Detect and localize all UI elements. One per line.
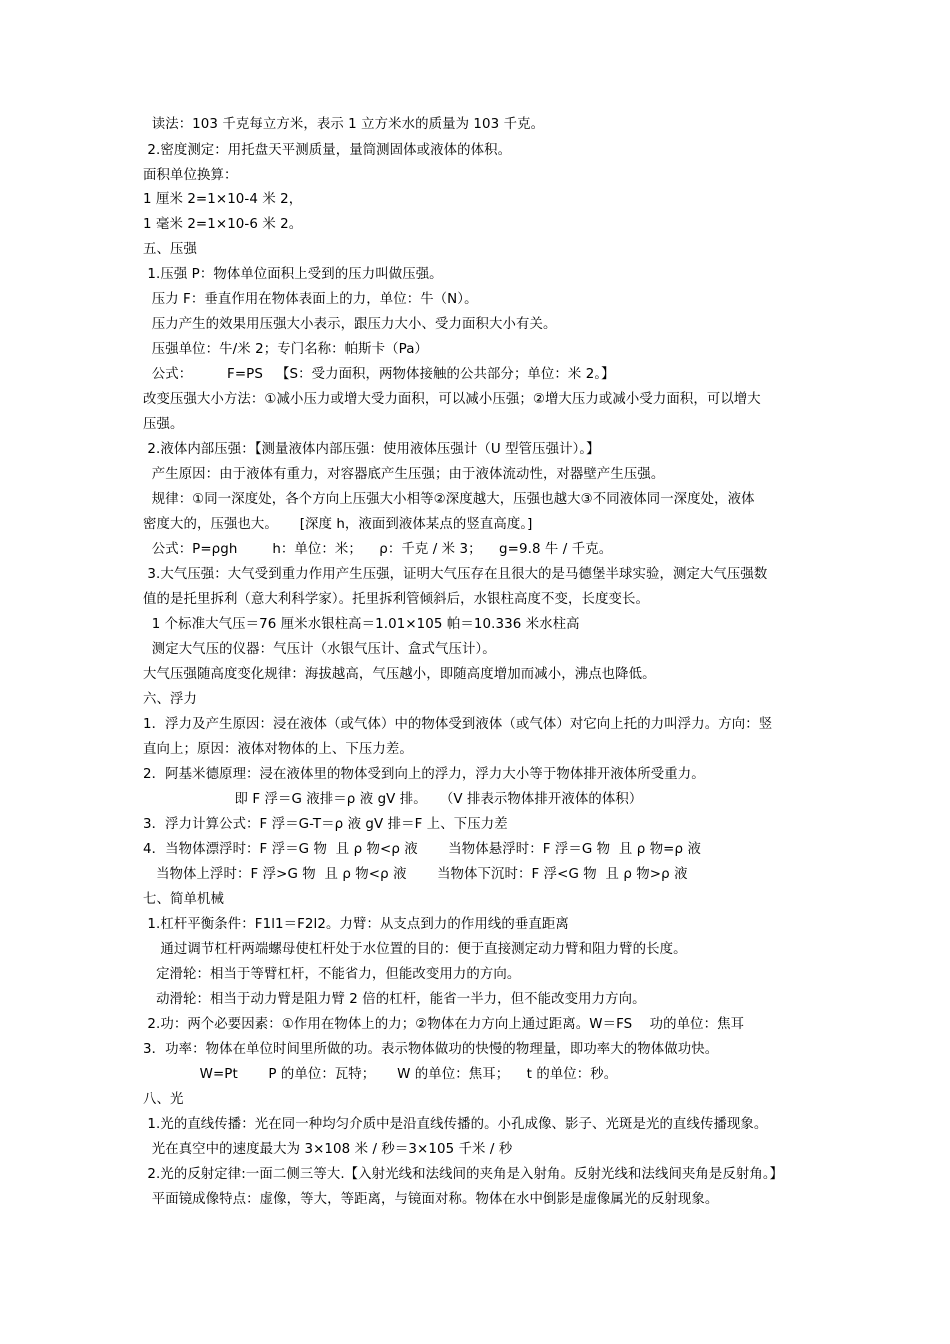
text-line: 直向上；原因：液体对物体的上、下压力差。 bbox=[143, 742, 413, 757]
formula-line: 即 F 浮＝G 液排＝ρ 液 gV 排。 （V 排表示物体排开液体的体积） bbox=[143, 792, 643, 807]
text-line: 读法：103 千克每立方米，表示 1 立方米水的质量为 103 千克。 bbox=[143, 117, 545, 132]
text-line: 2.功：两个必要因素：①作用在物体上的力；②物体在力方向上通过距离。W＝FS 功的单位：焦耳 bbox=[143, 1017, 745, 1032]
text-line: 2．阿基米德原理：浸在液体里的物体受到向上的浮力，浮力大小等于物体排开液体所受重力。 bbox=[143, 767, 705, 782]
formula-line: W=Pt P 的单位：瓦特； W 的单位：焦耳； t 的单位：秒。 bbox=[143, 1067, 618, 1082]
formula-line: 3．浮力计算公式：F 浮＝G-T＝ρ 液 gV 排＝F 上、下压力差 bbox=[143, 817, 508, 832]
text-line: 1 个标准大气压＝76 厘米水银柱高＝1.01×105 帕＝10.336 米水柱高 bbox=[143, 617, 580, 632]
text-line: 1．浮力及产生原因：浸在液体（或气体）中的物体受到液体（或气体）对它向上托的力叫浮力。方向：竖 bbox=[143, 717, 773, 732]
formula-line: 公式：P=ρgh h：单位：米； ρ：千克 / 米 3； g=9.8 牛 / 千克。 bbox=[143, 542, 613, 557]
text-line: 2.密度测定：用托盘天平测质量，量筒测固体或液体的体积。 bbox=[143, 143, 512, 158]
text-line: 规律：①同一深度处，各个方向上压强大小相等②深度越大，压强也越大③不同液体同一深度处，液体 bbox=[143, 492, 755, 507]
text-line: 面积单位换算： bbox=[143, 168, 238, 183]
section-heading: 五、压强 bbox=[143, 242, 197, 257]
text-line: 动滑轮：相当于动力臂是阻力臂 2 倍的杠杆，能省一半力，但不能改变用力方向。 bbox=[143, 992, 646, 1007]
text-line: 通过调节杠杆两端螺母使杠杆处于水位置的目的：便于直接测定动力臂和阻力臂的长度。 bbox=[143, 942, 687, 957]
text-line: 密度大的，压强也大。 [深度 h，液面到液体某点的竖直高度。] bbox=[143, 517, 533, 532]
text-line: 1.压强 P：物体单位面积上受到的压力叫做压强。 bbox=[143, 267, 443, 282]
text-line: 1.杠杆平衡条件：F1l1＝F2l2。力臂：从支点到力的作用线的垂直距离 bbox=[143, 917, 569, 932]
text-line: 压力产生的效果用压强大小表示，跟压力大小、受力面积大小有关。 bbox=[143, 317, 557, 332]
formula-line: 4．当物体漂浮时：F 浮＝G 物 且 ρ 物<ρ 液 当物体悬浮时：F 浮＝G 物 且 ρ 物=ρ 液 bbox=[143, 842, 701, 857]
section-heading: 八、光 bbox=[143, 1092, 184, 1107]
section-heading: 六、浮力 bbox=[143, 692, 197, 707]
text-line: 定滑轮：相当于等臂杠杆，不能省力，但能改变用力的方向。 bbox=[143, 967, 521, 982]
text-line: 2.光的反射定律:一面二侧三等大.【入射光线和法线间的夹角是入射角。反射光线和法线间夹角是反射角。】 bbox=[143, 1167, 784, 1182]
text-line: 压强单位：牛/米 2；专门名称：帕斯卡（Pa） bbox=[143, 342, 429, 357]
text-line: 大气压强随高度变化规律：海拔越高，气压越小，即随高度增加而减小，沸点也降低。 bbox=[143, 667, 656, 682]
text-line: 改变压强大小方法：①减小压力或增大受力面积，可以减小压强；②增大压力或减小受力面积，可以增大 bbox=[143, 392, 761, 407]
text-line: 1 毫米 2=1×10-6 米 2。 bbox=[143, 217, 303, 232]
text-line: 1 厘米 2=1×10-4 米 2， bbox=[143, 192, 303, 207]
text-line: 产生原因：由于液体有重力，对容器底产生压强；由于液体流动性，对器壁产生压强。 bbox=[143, 467, 665, 482]
text-line: 1.光的直线传播：光在同一种均匀介质中是沿直线传播的。小孔成像、影子、光斑是光的直线传播现象。 bbox=[143, 1117, 768, 1132]
text-line: 压力 F：垂直作用在物体表面上的力，单位：牛（N）。 bbox=[143, 292, 478, 307]
text-line: 值的是托里拆利（意大利科学家）。托里拆利管倾斜后，水银柱高度不变，长度变长。 bbox=[143, 592, 649, 607]
formula-line: 公式： F=PS 【S：受力面积，两物体接触的公共部分；单位：米 2。】 bbox=[143, 367, 615, 382]
section-heading: 七、简单机械 bbox=[143, 892, 224, 907]
text-line: 测定大气压的仪器：气压计（水银气压计、盒式气压计）。 bbox=[143, 642, 496, 657]
text-line: 光在真空中的速度最大为 3×108 米 / 秒＝3×105 千米 / 秒 bbox=[143, 1142, 513, 1157]
text-line: 2.液体内部压强：【测量液体内部压强：使用液体压强计（U 型管压强计）。】 bbox=[143, 442, 600, 457]
formula-line: 当物体上浮时：F 浮>G 物 且 ρ 物<ρ 液 当物体下沉时：F 浮<G 物 且 ρ 物>ρ 液 bbox=[143, 867, 688, 882]
text-line: 3．功率：物体在单位时间里所做的功。表示物体做功的快慢的物理量，即功率大的物体做功快。 bbox=[143, 1042, 719, 1057]
text-line: 压强。 bbox=[143, 417, 184, 432]
text-line: 3.大气压强：大气受到重力作用产生压强，证明大气压存在且很大的是马德堡半球实验，测定大气压强数 bbox=[143, 567, 768, 582]
text-line: 平面镜成像特点：虚像，等大，等距离，与镜面对称。物体在水中倒影是虚像属光的反射现象。 bbox=[143, 1192, 719, 1207]
